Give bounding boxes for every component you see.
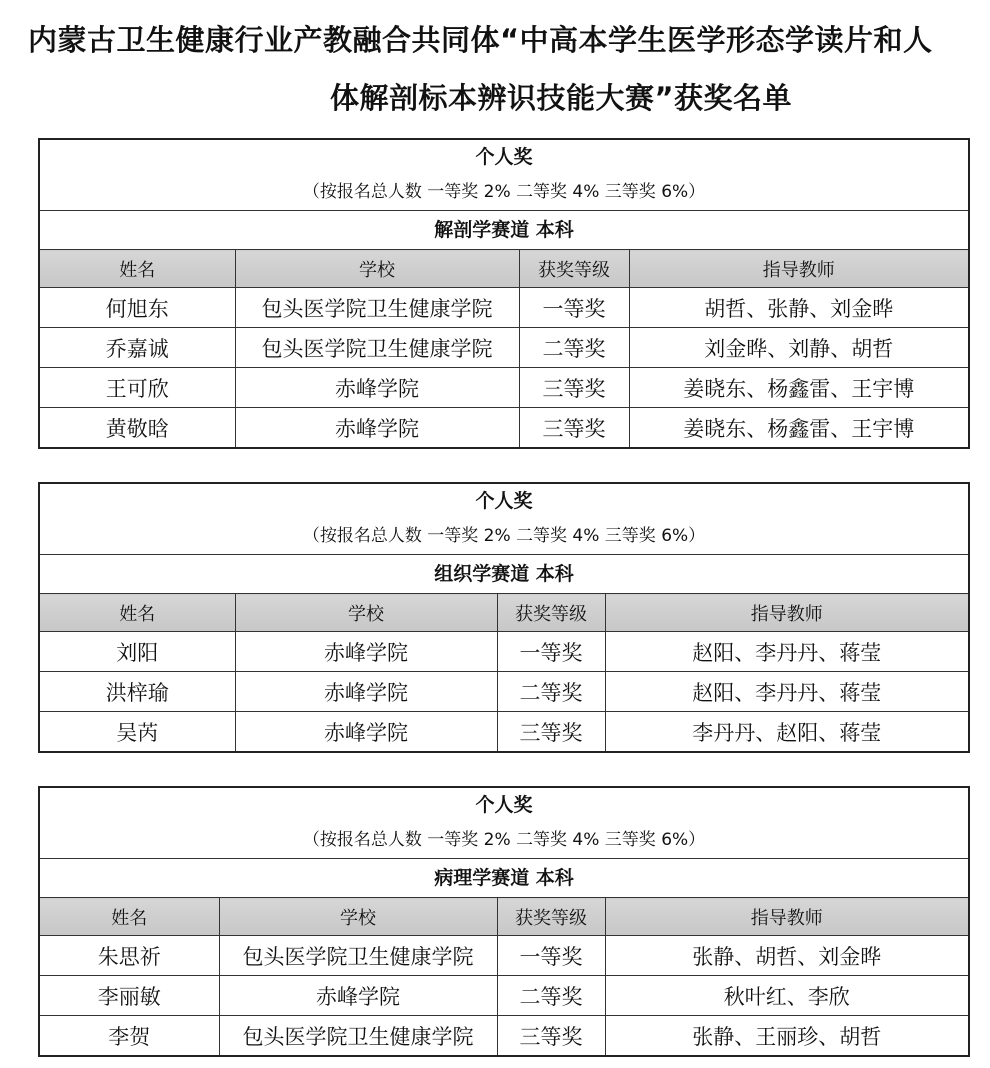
column-header-school: 学校 <box>219 898 497 936</box>
cell-name: 李贺 <box>39 1016 219 1057</box>
cell-name: 洪梓瑜 <box>39 672 235 712</box>
cell-award-level: 二等奖 <box>497 672 605 712</box>
cell-name: 何旭东 <box>39 288 235 328</box>
cell-award-level: 一等奖 <box>519 288 629 328</box>
column-header-school: 学校 <box>235 250 519 288</box>
table-row <box>39 632 969 672</box>
column-header-name: 姓名 <box>39 898 219 936</box>
cell-school: 包头医学院卫生健康学院 <box>219 1016 497 1057</box>
cell-award-level: 二等奖 <box>497 976 605 1016</box>
cell-name: 王可欣 <box>39 368 235 408</box>
column-header-instructors: 指导教师 <box>629 250 969 288</box>
column-header-award-level: 获奖等级 <box>519 250 629 288</box>
table-row <box>39 712 969 753</box>
table-row <box>39 408 969 449</box>
cell-award-level: 一等奖 <box>497 936 605 976</box>
cell-school: 赤峰学院 <box>235 632 497 672</box>
cell-award-level: 三等奖 <box>519 408 629 449</box>
column-header-school: 学校 <box>235 594 497 632</box>
cell-name: 朱思祈 <box>39 936 219 976</box>
award-table-anatomy <box>38 138 968 449</box>
track-title: 组织学赛道 本科 <box>39 555 969 594</box>
table-caption: 个人奖 <box>39 787 969 822</box>
cell-school: 包头医学院卫生健康学院 <box>235 328 519 368</box>
track-title: 病理学赛道 本科 <box>39 859 969 898</box>
table-row <box>39 1016 969 1057</box>
cell-name: 刘阳 <box>39 632 235 672</box>
cell-name: 吴芮 <box>39 712 235 753</box>
header-row <box>39 250 969 288</box>
cell-instructors: 张静、胡哲、刘金晔 <box>605 936 969 976</box>
track-title: 解剖学赛道 本科 <box>39 211 969 250</box>
cell-school: 包头医学院卫生健康学院 <box>219 936 497 976</box>
column-header-instructors: 指导教师 <box>605 594 969 632</box>
cell-name: 黄敬晗 <box>39 408 235 449</box>
cell-school: 赤峰学院 <box>235 408 519 449</box>
cell-school: 赤峰学院 <box>219 976 497 1016</box>
document-title-line-1: 内蒙古卫生健康行业产教融合共同体“中高本学生医学形态学读片和人 <box>28 23 933 57</box>
table-row <box>39 288 969 328</box>
column-header-name: 姓名 <box>39 250 235 288</box>
cell-instructors: 秋叶红、李欣 <box>605 976 969 1016</box>
header-row <box>39 898 969 936</box>
document-title-line-2: 体解剖标本辨识技能大赛”获奖名单 <box>330 81 793 115</box>
table-row <box>39 936 969 976</box>
cell-instructors: 胡哲、张静、刘金晔 <box>629 288 969 328</box>
cell-instructors: 赵阳、李丹丹、蒋莹 <box>605 632 969 672</box>
table-caption: 个人奖 <box>39 139 969 174</box>
cell-award-level: 三等奖 <box>497 1016 605 1057</box>
cell-instructors: 张静、王丽珍、胡哲 <box>605 1016 969 1057</box>
cell-instructors: 姜晓东、杨鑫雷、王宇博 <box>629 408 969 449</box>
column-header-award-level: 获奖等级 <box>497 594 605 632</box>
table-row <box>39 672 969 712</box>
table-caption: 个人奖 <box>39 483 969 518</box>
cell-school: 赤峰学院 <box>235 672 497 712</box>
table-row <box>39 976 969 1016</box>
cell-school: 包头医学院卫生健康学院 <box>235 288 519 328</box>
cell-instructors: 李丹丹、赵阳、蒋莹 <box>605 712 969 753</box>
cell-instructors: 姜晓东、杨鑫雷、王宇博 <box>629 368 969 408</box>
cell-name: 李丽敏 <box>39 976 219 1016</box>
header-row <box>39 594 969 632</box>
column-header-award-level: 获奖等级 <box>497 898 605 936</box>
table-ratio-note: （按报名总人数 一等奖 2% 二等奖 4% 三等奖 6%） <box>39 518 969 555</box>
cell-school: 赤峰学院 <box>235 368 519 408</box>
cell-award-level: 一等奖 <box>497 632 605 672</box>
cell-instructors: 赵阳、李丹丹、蒋莹 <box>605 672 969 712</box>
cell-school: 赤峰学院 <box>235 712 497 753</box>
column-header-instructors: 指导教师 <box>605 898 969 936</box>
award-table-histology <box>38 482 968 753</box>
table-row <box>39 368 969 408</box>
column-header-name: 姓名 <box>39 594 235 632</box>
table-ratio-note: （按报名总人数 一等奖 2% 二等奖 4% 三等奖 6%） <box>39 174 969 211</box>
cell-award-level: 三等奖 <box>497 712 605 753</box>
cell-award-level: 二等奖 <box>519 328 629 368</box>
award-table-pathology <box>38 786 968 1057</box>
table-ratio-note: （按报名总人数 一等奖 2% 二等奖 4% 三等奖 6%） <box>39 822 969 859</box>
table-row <box>39 328 969 368</box>
cell-name: 乔嘉诚 <box>39 328 235 368</box>
cell-instructors: 刘金晔、刘静、胡哲 <box>629 328 969 368</box>
cell-award-level: 三等奖 <box>519 368 629 408</box>
